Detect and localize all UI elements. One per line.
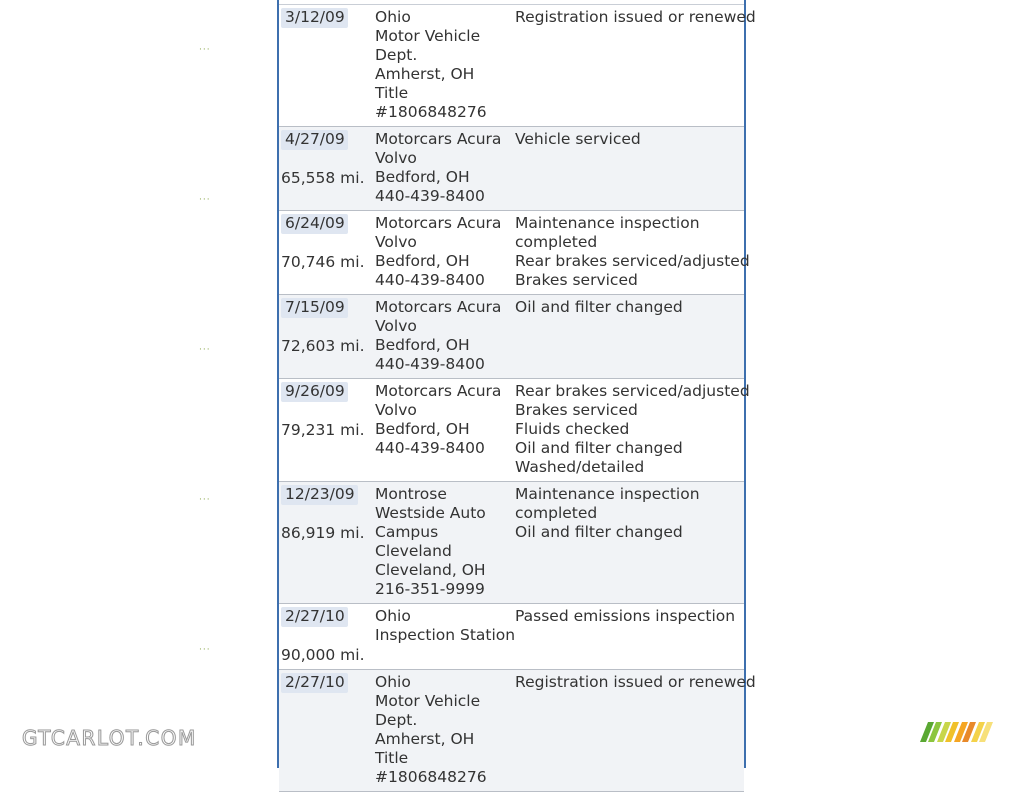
date-mileage-cell bbox=[279, 485, 372, 599]
date-mileage-cell bbox=[279, 214, 372, 290]
date-mileage-cell bbox=[279, 8, 372, 122]
source-line: Bedford, OH bbox=[375, 252, 470, 270]
comment-line: Rear brakes serviced/adjusted bbox=[515, 382, 750, 400]
source-line: Ohio bbox=[375, 8, 411, 26]
source-line: Westside Auto bbox=[375, 504, 486, 522]
record-date: 2/27/10 bbox=[281, 607, 348, 627]
vehicle-history-report bbox=[277, 0, 756, 786]
record-date: 4/27/09 bbox=[281, 130, 348, 150]
source-line: Motor Vehicle bbox=[375, 692, 481, 710]
date-mileage-cell bbox=[279, 673, 372, 787]
table-row bbox=[279, 379, 750, 482]
source-line: Campus bbox=[375, 523, 439, 541]
comment-line: Vehicle serviced bbox=[515, 130, 641, 148]
source-line: Volvo bbox=[375, 401, 417, 419]
record-mileage: 70,746 mi. bbox=[281, 253, 365, 271]
source-line: Volvo bbox=[375, 233, 417, 251]
decorative-dots: ··· bbox=[199, 45, 211, 55]
comment-line: completed bbox=[515, 233, 598, 251]
decorative-dots: ··· bbox=[199, 195, 211, 205]
record-date: 9/26/09 bbox=[281, 382, 348, 402]
comment-line: Oil and filter changed bbox=[515, 439, 683, 457]
date-mileage-cell bbox=[279, 130, 372, 206]
comment-line: Passed emissions inspection bbox=[515, 607, 736, 625]
comment-line: Oil and filter changed bbox=[515, 298, 683, 316]
record-date: 3/12/09 bbox=[281, 8, 348, 28]
table-row bbox=[279, 482, 744, 604]
source-line: Dept. bbox=[375, 46, 418, 64]
source-line: Title bbox=[375, 84, 409, 102]
comment-line: Maintenance inspection bbox=[515, 485, 700, 503]
source-cell bbox=[372, 673, 511, 787]
stripes-logo-icon bbox=[920, 720, 1000, 744]
record-mileage: 65,558 mi. bbox=[281, 169, 365, 187]
comment-line: Registration issued or renewed bbox=[515, 673, 756, 691]
comment-line: Oil and filter changed bbox=[515, 523, 683, 541]
source-line: 440-439-8400 bbox=[375, 271, 485, 289]
source-cell bbox=[372, 130, 511, 206]
table-row bbox=[279, 211, 750, 295]
date-mileage-cell bbox=[279, 298, 372, 374]
source-line: Amherst, OH bbox=[375, 65, 475, 83]
source-cell bbox=[372, 485, 511, 599]
record-mileage: 79,231 mi. bbox=[281, 421, 365, 439]
source-line: 440-439-8400 bbox=[375, 355, 485, 373]
date-mileage-cell bbox=[279, 382, 372, 477]
comment-line: Brakes serviced bbox=[515, 271, 638, 289]
table-row bbox=[279, 604, 744, 670]
source-line: Motor Vehicle bbox=[375, 27, 481, 45]
source-line: Volvo bbox=[375, 149, 417, 167]
comments-cell bbox=[511, 673, 756, 787]
record-mileage: 72,603 mi. bbox=[281, 337, 365, 355]
source-line: Motorcars Acura bbox=[375, 298, 502, 316]
comments-cell bbox=[511, 607, 744, 665]
comment-line: Rear brakes serviced/adjusted bbox=[515, 252, 750, 270]
decorative-dots: ··· bbox=[199, 495, 211, 505]
decorative-dots: ··· bbox=[199, 645, 211, 655]
record-date: 7/15/09 bbox=[281, 298, 348, 318]
source-line: #1806848276 bbox=[375, 103, 487, 121]
comment-line: Fluids checked bbox=[515, 420, 630, 438]
record-mileage: 90,000 mi. bbox=[281, 646, 365, 664]
source-line: #1806848276 bbox=[375, 768, 487, 786]
table-row bbox=[279, 5, 756, 127]
source-cell bbox=[372, 607, 516, 665]
record-mileage: 86,919 mi. bbox=[281, 524, 365, 542]
record-date: 12/23/09 bbox=[281, 485, 358, 505]
source-line: Volvo bbox=[375, 317, 417, 335]
table-row bbox=[279, 670, 756, 792]
source-line: Ohio bbox=[375, 607, 411, 625]
source-line: Bedford, OH bbox=[375, 336, 470, 354]
record-date: 6/24/09 bbox=[281, 214, 348, 234]
source-line: Montrose bbox=[375, 485, 447, 503]
comments-cell bbox=[511, 214, 750, 290]
comments-cell bbox=[511, 485, 744, 599]
source-line: Motorcars Acura bbox=[375, 382, 502, 400]
comments-cell bbox=[511, 298, 744, 374]
source-line: Motorcars Acura bbox=[375, 214, 502, 232]
source-line: Inspection Station bbox=[375, 626, 516, 644]
history-records bbox=[279, 5, 756, 792]
source-line: Amherst, OH bbox=[375, 730, 475, 748]
comment-line: Washed/detailed bbox=[515, 458, 645, 476]
source-line: Bedford, OH bbox=[375, 168, 470, 186]
table-row bbox=[279, 295, 744, 379]
source-cell bbox=[372, 298, 511, 374]
date-mileage-cell bbox=[279, 607, 372, 665]
comment-line: completed bbox=[515, 504, 598, 522]
comments-cell bbox=[511, 8, 756, 122]
comments-cell bbox=[511, 130, 744, 206]
source-cell bbox=[372, 214, 511, 290]
source-line: Ohio bbox=[375, 673, 411, 691]
comment-line: Registration issued or renewed bbox=[515, 8, 756, 26]
source-line: 440-439-8400 bbox=[375, 187, 485, 205]
source-line: Bedford, OH bbox=[375, 420, 470, 438]
comments-cell bbox=[511, 382, 750, 477]
gtcarlot-watermark: GTCARLOT.COM bbox=[22, 726, 197, 750]
source-line: Motorcars Acura bbox=[375, 130, 502, 148]
source-line: Cleveland bbox=[375, 542, 452, 560]
decorative-dots: ··· bbox=[199, 345, 211, 355]
comment-line: Brakes serviced bbox=[515, 401, 638, 419]
source-line: Cleveland, OH bbox=[375, 561, 486, 579]
source-line: Dept. bbox=[375, 711, 418, 729]
record-date: 2/27/10 bbox=[281, 673, 348, 693]
source-line: Title bbox=[375, 749, 409, 767]
source-cell bbox=[372, 8, 511, 122]
source-cell bbox=[372, 382, 511, 477]
table-row bbox=[279, 127, 744, 211]
comment-line: Maintenance inspection bbox=[515, 214, 700, 232]
source-line: 440-439-8400 bbox=[375, 439, 485, 457]
source-line: 216-351-9999 bbox=[375, 580, 485, 598]
